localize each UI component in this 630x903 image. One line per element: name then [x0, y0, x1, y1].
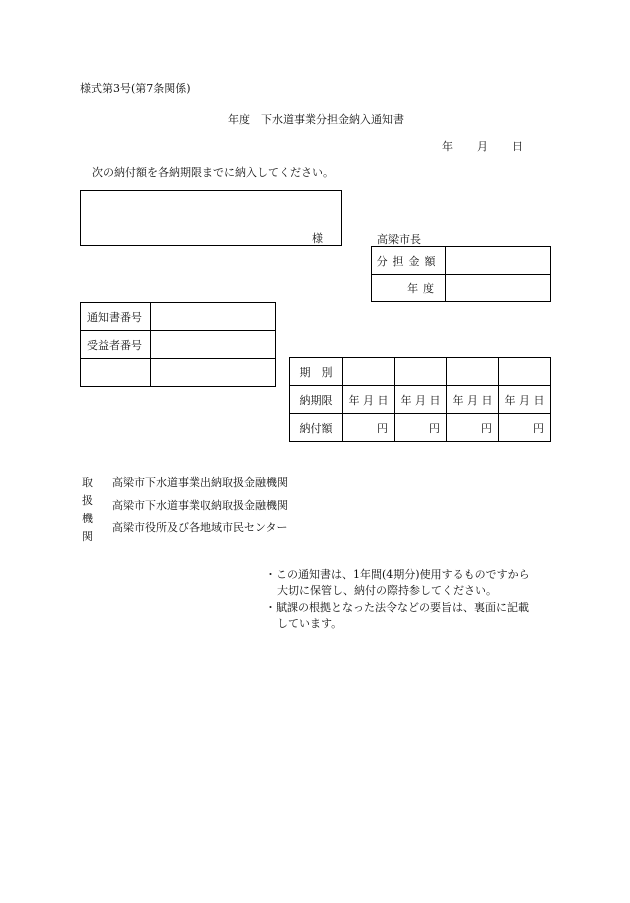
beneficiary-number-value [151, 331, 276, 359]
note-line: 大切に保管し、納付の際持参してください。 [277, 584, 497, 597]
deadline-cell: 年 月 日 [447, 386, 499, 414]
institutions-label-char: 関 [82, 530, 93, 543]
deadline-cell: 年 月 日 [395, 386, 447, 414]
institution-item: 高梁市下水道事業出納取扱金融機関 [112, 476, 288, 489]
deadline-label: 納期限 [290, 386, 343, 414]
charge-table [371, 246, 551, 302]
payment-yen-cell: 円 [343, 414, 395, 442]
charge-amount-label: 分担金額 [372, 247, 446, 275]
notice-table [80, 302, 276, 387]
form-number: 様式第3号(第7条関係) [80, 82, 191, 95]
installments-table [289, 357, 551, 442]
charge-amount-value [446, 247, 551, 275]
note-line: ・賦課の根拠となった法令などの要旨は、裏面に記載 [265, 601, 529, 614]
note-line: しています。 [277, 617, 343, 630]
period-cell [343, 358, 395, 386]
notice-number-value [151, 303, 276, 331]
addressee-box [80, 190, 342, 246]
date-year: 年 [442, 140, 453, 153]
issuer: 高梁市長 [377, 233, 421, 246]
institution-item: 高梁市役所及び各地域市民センター [112, 521, 288, 534]
date-day: 日 [512, 140, 523, 153]
period-label: 期 別 [290, 358, 343, 386]
notice-extra-label [81, 359, 151, 387]
institution-item: 高梁市下水道事業収納取扱金融機関 [112, 499, 288, 512]
period-cell [499, 358, 551, 386]
institutions-label-char: 機 [82, 512, 93, 525]
document-title: 年度 下水道事業分担金納入通知書 [228, 113, 404, 126]
deadline-cell: 年 月 日 [499, 386, 551, 414]
charge-year-value [446, 275, 551, 302]
notice-number-label: 通知書番号 [81, 303, 151, 331]
addressee-suffix: 様 [312, 232, 323, 245]
charge-year-label: 年度 [372, 275, 446, 302]
notice-extra-value [151, 359, 276, 387]
period-cell [395, 358, 447, 386]
institutions-label-char: 取 [82, 476, 93, 489]
beneficiary-number-label: 受益者番号 [81, 331, 151, 359]
note-line: ・この通知書は、1年間(4期分)使用するものですから [265, 568, 530, 581]
payment-amount-label: 納付額 [290, 414, 343, 442]
period-cell [447, 358, 499, 386]
date-month: 月 [477, 140, 488, 153]
institutions-label-char: 扱 [82, 494, 93, 507]
payment-yen-cell: 円 [395, 414, 447, 442]
deadline-cell: 年 月 日 [343, 386, 395, 414]
instruction-text: 次の納付額を各納期限までに納入してください。 [92, 166, 334, 179]
payment-yen-cell: 円 [499, 414, 551, 442]
payment-yen-cell: 円 [447, 414, 499, 442]
